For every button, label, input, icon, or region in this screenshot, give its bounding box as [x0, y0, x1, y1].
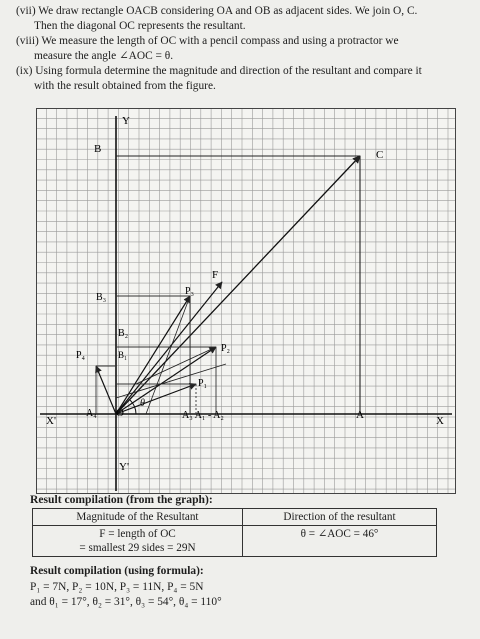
label-Y: Y [122, 115, 130, 127]
magnitude-line2: = smallest 29 sides = 29N [79, 542, 196, 554]
magnitude-line1: F = length of OC [99, 528, 176, 540]
col1-header: Magnitude of the Resultant [33, 509, 243, 526]
formula-angles: and θ₁ = 17°, θ₂ = 31°, θ₃ = 54°, θ₄ = 110° [30, 596, 222, 608]
step-viii-line2: measure the angle ∠AOC = θ. [34, 50, 174, 62]
label-P4: P₄ [76, 350, 86, 361]
label-A4: A₄ [86, 408, 97, 419]
force-diagram [36, 108, 456, 494]
label-C: C [376, 149, 384, 161]
step-vii-line2: Then the diagonal OC represents the resultant. [34, 20, 246, 32]
formula-result-heading: Result compilation (using formula): [30, 565, 204, 577]
graph-result-section [30, 493, 450, 557]
label-F: F [212, 269, 219, 281]
label-theta: θ [140, 398, 145, 409]
step-vii-line1: (vii) We draw rectangle OACB considering OA and OB as adjacent sides. We join O, C. [16, 5, 418, 17]
formula-forces: P₁ = 7N, P₂ = 10N, P₃ = 11N, P₄ = 5N [30, 580, 204, 593]
label-P1: P₁ [198, 378, 208, 389]
label-A3A1A2: A₃ A₁ - A₂ [182, 410, 224, 421]
label-B3: B₃ [96, 292, 107, 303]
label-P2: P₂ [221, 343, 231, 354]
procedure-steps [16, 4, 464, 94]
formula-result-section [30, 564, 222, 611]
label-Yprime: Y' [119, 461, 129, 473]
step-viii-line1: (viii) We measure the length of OC with a pencil compass and using a protractor we [16, 35, 399, 47]
graph-paper-figure [36, 108, 456, 494]
label-A: A [356, 409, 364, 421]
graph-result-table [32, 508, 437, 557]
label-B1: B₁ [118, 350, 128, 360]
label-X: X [436, 415, 444, 427]
step-ix-line1: (ix) Using formula determine the magnitude and direction of the resultant and compare it [16, 65, 422, 77]
label-P3: P₃ [185, 286, 195, 297]
graph-result-heading: Result compilation (from the graph): [30, 493, 213, 506]
col2-header: Direction of the resultant [242, 509, 436, 526]
label-B2: B₂ [118, 328, 129, 339]
direction-cell: θ = ∠AOC = 46° [242, 526, 436, 557]
magnitude-cell [33, 526, 243, 557]
label-Xprime: X' [46, 415, 56, 427]
step-ix-line2: with the result obtained from the figure. [34, 80, 216, 92]
label-B: B [94, 143, 102, 155]
label-O: O [116, 407, 124, 419]
